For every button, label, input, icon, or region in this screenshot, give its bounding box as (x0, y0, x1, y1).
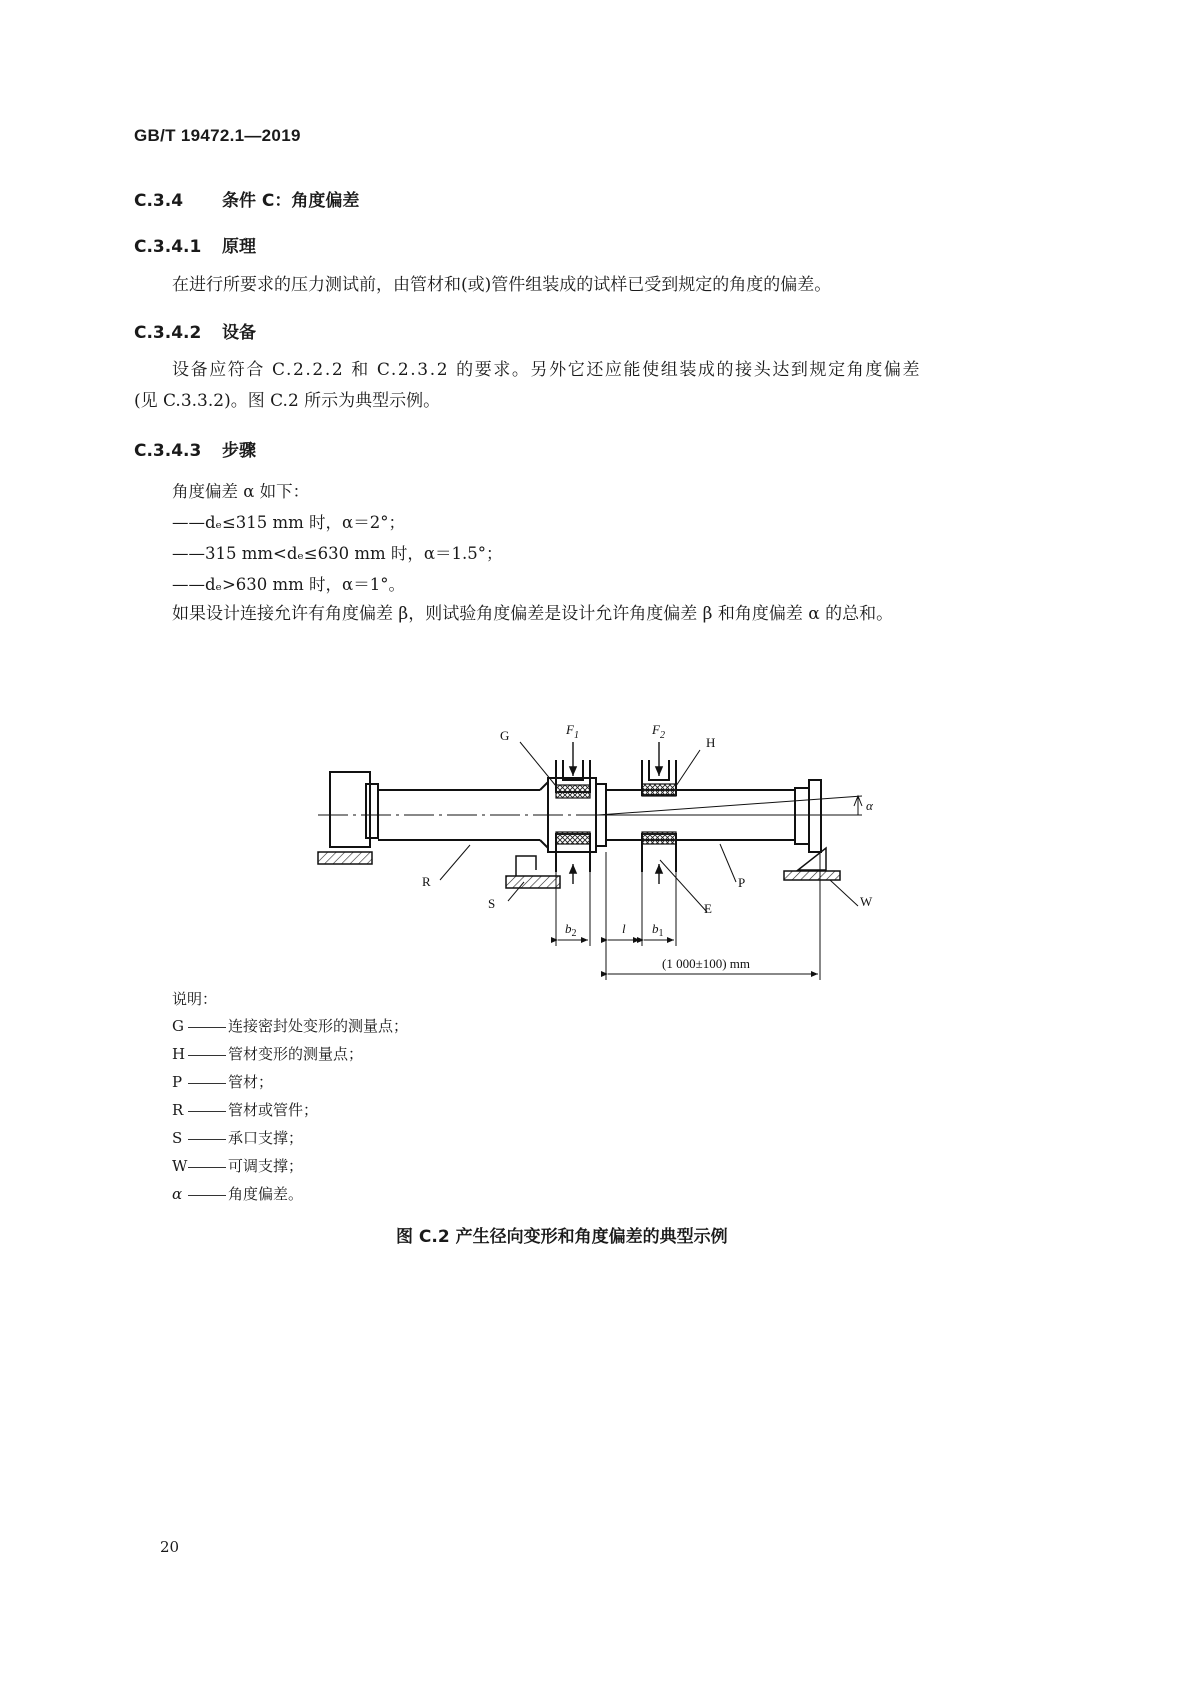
legend-dash (188, 1055, 226, 1056)
label-h: H (706, 735, 716, 750)
section-number: C.3.4 (134, 191, 184, 211)
legend-item (172, 1015, 408, 1036)
label-l: l (622, 921, 626, 936)
legend-item (172, 1071, 273, 1092)
legend-dash (188, 1027, 226, 1028)
label-f1: $F_1$ (566, 722, 579, 741)
figure-caption: 图 C.2 产生径向变形和角度偏差的典型示例 (396, 1227, 728, 1247)
label-dimension: (1 000±100) mm (662, 956, 751, 971)
right-end-block (809, 780, 821, 852)
label-g: G (500, 728, 510, 743)
section-number: C.3.4.3 (134, 441, 202, 461)
legend-dash (188, 1195, 226, 1196)
right-end-cap (795, 788, 809, 844)
steps-intro: 角度偏差 α 如下： (172, 482, 310, 501)
legend-dash (188, 1111, 226, 1112)
measure-ring-h-top (642, 784, 676, 796)
legend-item (172, 1183, 303, 1204)
left-end-block (330, 772, 370, 847)
leader-r (440, 845, 470, 880)
section-number: C.3.4.2 (134, 323, 202, 343)
socket-support-post (516, 856, 536, 876)
paragraph-steps-sum: 如果设计连接允许有角度偏差 β，则试验角度偏差是设计允许角度偏差 β 和角度偏差 α 的总和。 (172, 604, 894, 624)
section-title: 设备 (222, 323, 256, 343)
legend-item (172, 1155, 303, 1176)
label-w: W (860, 894, 873, 909)
legend-title: 说明： (172, 990, 218, 1008)
legend-dash (188, 1139, 226, 1140)
leader-h (676, 750, 700, 786)
step-item: ——315 mm<dₑ≤630 mm 时，α＝1.5°； (172, 544, 503, 563)
measure-ring-g-top (556, 785, 590, 798)
step-item: ——dₑ≤315 mm 时，α＝2°； (172, 513, 405, 532)
legend-text: 管材； (228, 1073, 274, 1091)
label-alpha: α (866, 798, 873, 813)
section-number: C.3.4.1 (134, 237, 202, 257)
legend-text: 管材变形的测量点； (228, 1045, 364, 1063)
legend-text: 连接密封处变形的测量点； (228, 1017, 409, 1035)
paragraph-equipment-line2: (见 C.3.3.2)。图 C.2 所示为典型示例。 (134, 391, 441, 411)
legend-key: α (172, 1185, 183, 1203)
label-b2: $b_2$ (565, 921, 577, 939)
legend-key: H (172, 1045, 186, 1063)
paragraph-equipment-line1: 设备应符合 C.2.2.2 和 C.2.3.2 的要求。另外它还应能使组装成的接头达到规定角度偏差 (172, 360, 922, 380)
label-f2: $F_2$ (652, 722, 665, 741)
step-item: ——dₑ>630 mm 时，α＝1°。 (172, 575, 405, 594)
legend-dash (188, 1083, 226, 1084)
legend-text: 角度偏差。 (228, 1185, 304, 1203)
legend-dash (188, 1167, 226, 1168)
legend-item (172, 1127, 303, 1148)
legend-text: 承口支撑； (228, 1129, 304, 1147)
legend-text: 可调支撑； (228, 1157, 304, 1175)
label-e: E (704, 901, 712, 916)
legend-key: S (172, 1129, 183, 1147)
leader-e (660, 860, 707, 912)
legend-key: R (172, 1101, 184, 1119)
section-title: 条件 C：角度偏差 (222, 191, 360, 211)
measure-ring-e-bottom (642, 832, 676, 844)
socket-support-base (506, 876, 560, 888)
left-base-support (318, 852, 372, 864)
deflected-axis-line (598, 796, 862, 815)
leader-w (830, 880, 858, 906)
section-title: 原理 (222, 237, 256, 257)
document-code: GB/T 19472.1—2019 (134, 126, 301, 145)
measure-ring-g-bottom (556, 832, 590, 844)
leader-g (520, 742, 556, 786)
legend-key: G (172, 1017, 184, 1035)
label-r: R (422, 874, 431, 889)
left-end-cap (366, 784, 378, 838)
legend-text: 管材或管件； (228, 1101, 319, 1119)
label-p: P (738, 875, 746, 890)
label-b1: $b_1$ (652, 921, 664, 939)
label-s: S (488, 896, 496, 911)
legend-item (172, 1099, 318, 1120)
adjustable-support-base (784, 871, 840, 880)
section-title: 步骤 (222, 441, 256, 461)
page-number: 20 (160, 1538, 180, 1556)
paragraph-principle: 在进行所要求的压力测试前，由管材和(或)管件组装成的试样已受到规定的角度的偏差。 (172, 275, 832, 295)
leader-p (720, 844, 736, 882)
legend-item (172, 1043, 363, 1064)
legend-key: W (172, 1157, 188, 1175)
legend-key: P (172, 1073, 183, 1091)
